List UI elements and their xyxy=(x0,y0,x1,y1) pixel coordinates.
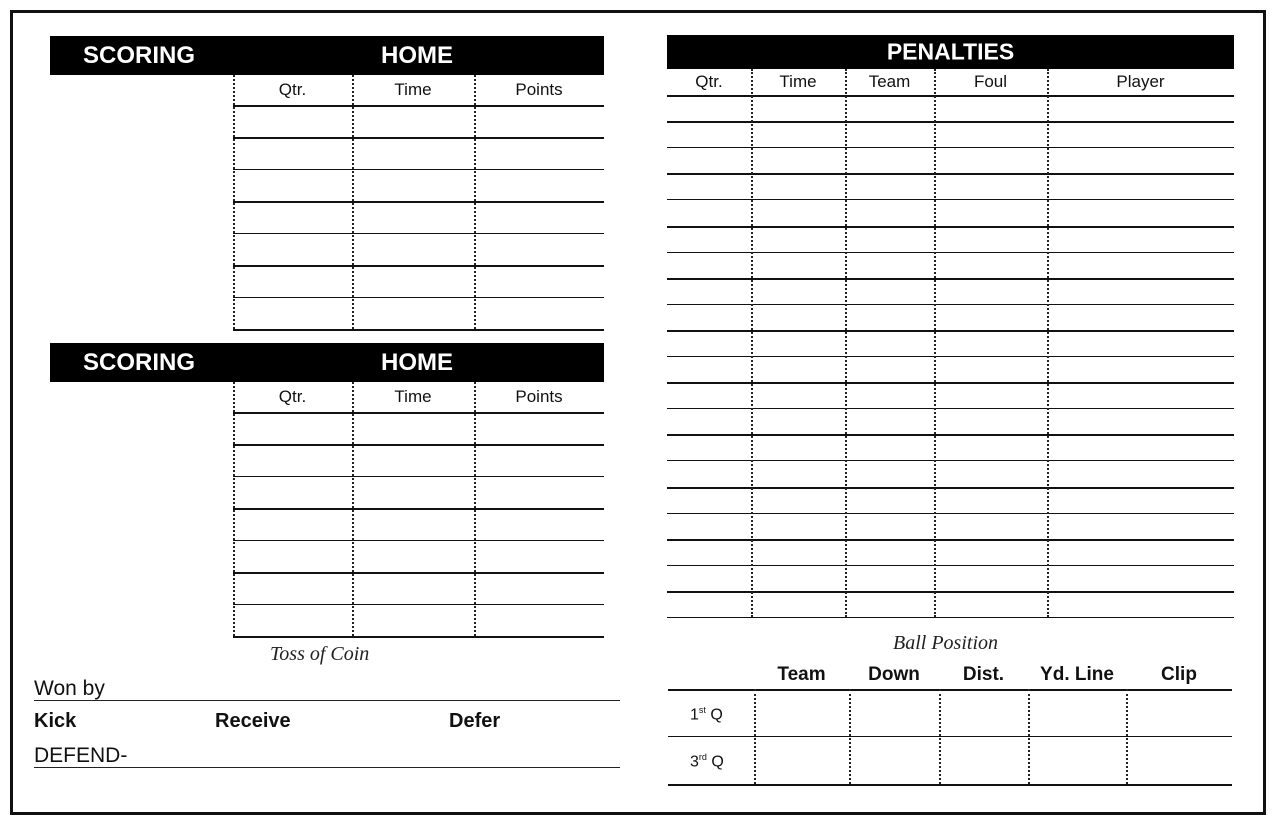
table-cell[interactable] xyxy=(847,489,932,511)
table-cell[interactable] xyxy=(1049,175,1232,197)
table-cell[interactable] xyxy=(753,280,843,302)
column-rule xyxy=(352,382,354,636)
col-header-time: Time xyxy=(394,387,432,406)
table-cell[interactable] xyxy=(936,254,1045,276)
table-cell[interactable] xyxy=(669,541,749,563)
table-cell[interactable] xyxy=(669,175,749,197)
defend-label: DEFEND- xyxy=(34,744,128,767)
table-cell[interactable] xyxy=(235,203,350,231)
table-cell[interactable] xyxy=(847,358,932,380)
row-rule xyxy=(233,329,604,331)
table-cell[interactable] xyxy=(753,175,843,197)
row-rule xyxy=(668,784,1232,786)
table-cell[interactable] xyxy=(235,510,350,538)
table-cell[interactable] xyxy=(936,280,1045,302)
table-cell[interactable] xyxy=(753,462,843,484)
col-header-clip: Clip xyxy=(1161,664,1197,685)
col-header-time: Time xyxy=(394,80,432,99)
table-cell[interactable] xyxy=(847,97,932,119)
table-cell[interactable] xyxy=(354,203,472,231)
table-cell[interactable] xyxy=(669,201,749,223)
table-cell[interactable] xyxy=(1049,332,1232,354)
col-header-points: Points xyxy=(515,80,563,99)
table-cell[interactable] xyxy=(476,446,602,474)
table-cell[interactable] xyxy=(936,306,1045,328)
table-cell[interactable] xyxy=(936,123,1045,145)
table-cell[interactable] xyxy=(756,738,847,782)
table-cell[interactable] xyxy=(847,515,932,537)
col-header-player: Player xyxy=(1116,72,1165,91)
table-cell[interactable] xyxy=(354,574,472,602)
table-cell[interactable] xyxy=(936,97,1045,119)
column-rule xyxy=(1047,69,1049,617)
column-rule xyxy=(352,75,354,329)
table-cell[interactable] xyxy=(1049,228,1232,250)
table-cell[interactable] xyxy=(669,567,749,589)
scoring-table-1 xyxy=(233,75,604,330)
table-cell[interactable] xyxy=(1049,123,1232,145)
table-cell[interactable] xyxy=(235,574,350,602)
table-cell[interactable] xyxy=(669,436,749,458)
table-cell[interactable] xyxy=(354,542,472,570)
table-cell[interactable] xyxy=(753,332,843,354)
table-cell[interactable] xyxy=(847,567,932,589)
scoring-team-2: HOME xyxy=(381,348,453,376)
table-cell[interactable] xyxy=(941,738,1026,782)
table-cell[interactable] xyxy=(847,332,932,354)
table-cell[interactable] xyxy=(847,254,932,276)
table-cell[interactable] xyxy=(235,235,350,263)
table-cell[interactable] xyxy=(753,123,843,145)
table-cell[interactable] xyxy=(669,280,749,302)
table-cell[interactable] xyxy=(847,384,932,406)
scoring-header-bar-1 xyxy=(50,36,604,75)
penalties-title: PENALTIES xyxy=(886,38,1015,65)
col-header-team: Team xyxy=(777,664,826,685)
row-rule xyxy=(233,476,604,477)
table-cell[interactable] xyxy=(235,542,350,570)
table-cell[interactable] xyxy=(476,414,602,442)
table-cell[interactable] xyxy=(847,462,932,484)
table-cell[interactable] xyxy=(476,235,602,263)
row-rule xyxy=(667,617,1234,618)
quarter-label-3rd: 3rd Q xyxy=(690,752,724,771)
table-cell[interactable] xyxy=(354,235,472,263)
table-cell[interactable] xyxy=(1049,593,1232,615)
table-cell[interactable] xyxy=(476,139,602,167)
row-rule xyxy=(233,604,604,605)
receive-option[interactable]: Receive xyxy=(215,710,291,732)
table-cell[interactable] xyxy=(753,201,843,223)
table-cell[interactable] xyxy=(476,107,602,135)
table-cell[interactable] xyxy=(936,593,1045,615)
table-cell[interactable] xyxy=(753,489,843,511)
table-cell[interactable] xyxy=(936,515,1045,537)
table-cell[interactable] xyxy=(354,171,472,199)
table-cell[interactable] xyxy=(354,478,472,506)
table-cell[interactable] xyxy=(753,384,843,406)
table-cell[interactable] xyxy=(1049,384,1232,406)
table-cell[interactable] xyxy=(235,139,350,167)
table-cell[interactable] xyxy=(354,510,472,538)
scoring-title-2: SCORING xyxy=(83,348,196,376)
won-by-value[interactable] xyxy=(115,677,595,699)
table-cell[interactable] xyxy=(476,171,602,199)
table-cell[interactable] xyxy=(354,107,472,135)
table-cell[interactable] xyxy=(1049,201,1232,223)
column-rule xyxy=(233,75,235,329)
table-cell[interactable] xyxy=(669,410,749,432)
row-rule xyxy=(233,636,604,638)
table-cell[interactable] xyxy=(669,254,749,276)
table-cell[interactable] xyxy=(753,541,843,563)
won-by-line xyxy=(34,700,620,701)
table-cell[interactable] xyxy=(669,384,749,406)
table-cell[interactable] xyxy=(1128,691,1230,734)
table-cell[interactable] xyxy=(1049,541,1232,563)
row-rule xyxy=(233,233,604,234)
col-header-foul: Foul xyxy=(973,72,1008,91)
column-rule xyxy=(845,69,847,617)
table-cell[interactable] xyxy=(753,254,843,276)
table-cell[interactable] xyxy=(753,358,843,380)
table-cell[interactable] xyxy=(235,107,350,135)
table-cell[interactable] xyxy=(476,478,602,506)
col-header-down: Down xyxy=(868,664,920,685)
table-cell[interactable] xyxy=(936,410,1045,432)
table-cell[interactable] xyxy=(669,97,749,119)
table-cell[interactable] xyxy=(753,97,843,119)
table-cell[interactable] xyxy=(235,171,350,199)
table-cell[interactable] xyxy=(1049,280,1232,302)
table-cell[interactable] xyxy=(936,462,1045,484)
table-cell[interactable] xyxy=(354,139,472,167)
table-cell[interactable] xyxy=(936,175,1045,197)
table-cell[interactable] xyxy=(235,478,350,506)
col-header-points: Points xyxy=(515,387,563,406)
table-cell[interactable] xyxy=(847,228,932,250)
table-cell[interactable] xyxy=(669,306,749,328)
kick-option[interactable]: Kick xyxy=(34,710,77,732)
col-header-dist: Dist. xyxy=(962,664,1005,685)
ball-position-table xyxy=(668,660,1232,786)
col-header-qtr: Qtr. xyxy=(278,80,307,99)
table-cell[interactable] xyxy=(851,691,937,734)
table-cell[interactable] xyxy=(753,567,843,589)
table-cell[interactable] xyxy=(669,332,749,354)
table-cell[interactable] xyxy=(1049,97,1232,119)
table-cell[interactable] xyxy=(847,410,932,432)
column-rule xyxy=(751,69,753,617)
table-cell[interactable] xyxy=(847,436,932,458)
table-cell[interactable] xyxy=(753,515,843,537)
row-rule xyxy=(233,297,604,298)
table-cell[interactable] xyxy=(936,489,1045,511)
table-cell[interactable] xyxy=(753,306,843,328)
table-cell[interactable] xyxy=(847,280,932,302)
table-cell[interactable] xyxy=(669,593,749,615)
table-cell[interactable] xyxy=(476,510,602,538)
scoring-header-bar-2 xyxy=(50,343,604,382)
table-cell[interactable] xyxy=(669,149,749,171)
table-cell[interactable] xyxy=(847,123,932,145)
column-rule xyxy=(233,382,235,636)
table-cell[interactable] xyxy=(941,691,1026,734)
column-rule xyxy=(474,75,476,329)
table-cell[interactable] xyxy=(354,267,472,295)
table-cell[interactable] xyxy=(1049,462,1232,484)
table-cell[interactable] xyxy=(1030,738,1124,782)
table-cell[interactable] xyxy=(936,228,1045,250)
table-cell[interactable] xyxy=(847,306,932,328)
table-cell[interactable] xyxy=(847,149,932,171)
table-cell[interactable] xyxy=(1049,567,1232,589)
table-cell[interactable] xyxy=(476,574,602,602)
table-cell[interactable] xyxy=(1049,489,1232,511)
table-cell[interactable] xyxy=(235,299,350,327)
table-cell[interactable] xyxy=(936,384,1045,406)
table-cell[interactable] xyxy=(235,446,350,474)
table-cell[interactable] xyxy=(847,175,932,197)
table-cell[interactable] xyxy=(847,593,932,615)
table-cell[interactable] xyxy=(936,567,1045,589)
table-cell[interactable] xyxy=(847,201,932,223)
ball-position-title: Ball Position xyxy=(893,632,998,654)
table-cell[interactable] xyxy=(235,267,350,295)
row-rule xyxy=(668,736,1232,737)
table-cell[interactable] xyxy=(476,299,602,327)
table-cell[interactable] xyxy=(476,606,602,634)
defer-option[interactable]: Defer xyxy=(449,710,501,732)
table-cell[interactable] xyxy=(1049,515,1232,537)
col-header-qtr: Qtr. xyxy=(695,72,723,91)
scoring-title-1: SCORING xyxy=(83,41,196,69)
table-cell[interactable] xyxy=(1049,306,1232,328)
quarter-label-1st: 1st Q xyxy=(690,705,723,724)
table-cell[interactable] xyxy=(235,414,350,442)
table-cell[interactable] xyxy=(753,410,843,432)
penalties-table xyxy=(667,69,1234,618)
table-cell[interactable] xyxy=(753,593,843,615)
table-cell[interactable] xyxy=(851,738,937,782)
column-rule xyxy=(934,69,936,617)
column-rule xyxy=(474,382,476,636)
col-header-team: Team xyxy=(868,72,911,91)
table-cell[interactable] xyxy=(669,489,749,511)
table-cell[interactable] xyxy=(476,267,602,295)
table-cell[interactable] xyxy=(847,541,932,563)
penalties-header-bar xyxy=(667,35,1234,69)
table-cell[interactable] xyxy=(936,541,1045,563)
table-cell[interactable] xyxy=(669,462,749,484)
table-cell[interactable] xyxy=(476,542,602,570)
table-cell[interactable] xyxy=(669,515,749,537)
table-cell[interactable] xyxy=(354,299,472,327)
table-cell[interactable] xyxy=(753,228,843,250)
won-by-label: Won by xyxy=(34,677,105,700)
table-cell[interactable] xyxy=(354,414,472,442)
col-header-yd-line: Yd. Line xyxy=(1040,664,1114,685)
table-cell[interactable] xyxy=(936,149,1045,171)
col-header-qtr: Qtr. xyxy=(278,387,307,406)
table-cell[interactable] xyxy=(1049,358,1232,380)
table-cell[interactable] xyxy=(1030,691,1124,734)
scoring-table-2 xyxy=(233,382,604,636)
table-cell[interactable] xyxy=(936,332,1045,354)
scoring-team-1: HOME xyxy=(381,41,453,69)
table-cell[interactable] xyxy=(936,436,1045,458)
table-cell[interactable] xyxy=(669,123,749,145)
table-cell[interactable] xyxy=(1049,410,1232,432)
table-cell[interactable] xyxy=(1049,436,1232,458)
table-cell[interactable] xyxy=(753,149,843,171)
row-rule xyxy=(233,540,604,541)
table-cell[interactable] xyxy=(1049,254,1232,276)
table-cell[interactable] xyxy=(669,228,749,250)
table-cell[interactable] xyxy=(235,606,350,634)
table-cell[interactable] xyxy=(1128,738,1230,782)
defend-line xyxy=(34,767,620,768)
table-cell[interactable] xyxy=(669,358,749,380)
defend-value[interactable] xyxy=(140,744,610,766)
table-cell[interactable] xyxy=(936,358,1045,380)
table-cell[interactable] xyxy=(936,201,1045,223)
row-rule xyxy=(233,169,604,170)
table-cell[interactable] xyxy=(354,446,472,474)
table-cell[interactable] xyxy=(753,436,843,458)
table-cell[interactable] xyxy=(756,691,847,734)
table-cell[interactable] xyxy=(354,606,472,634)
col-header-time: Time xyxy=(779,72,817,91)
toss-of-coin-title: Toss of Coin xyxy=(270,643,370,665)
table-cell[interactable] xyxy=(1049,149,1232,171)
table-cell[interactable] xyxy=(476,203,602,231)
